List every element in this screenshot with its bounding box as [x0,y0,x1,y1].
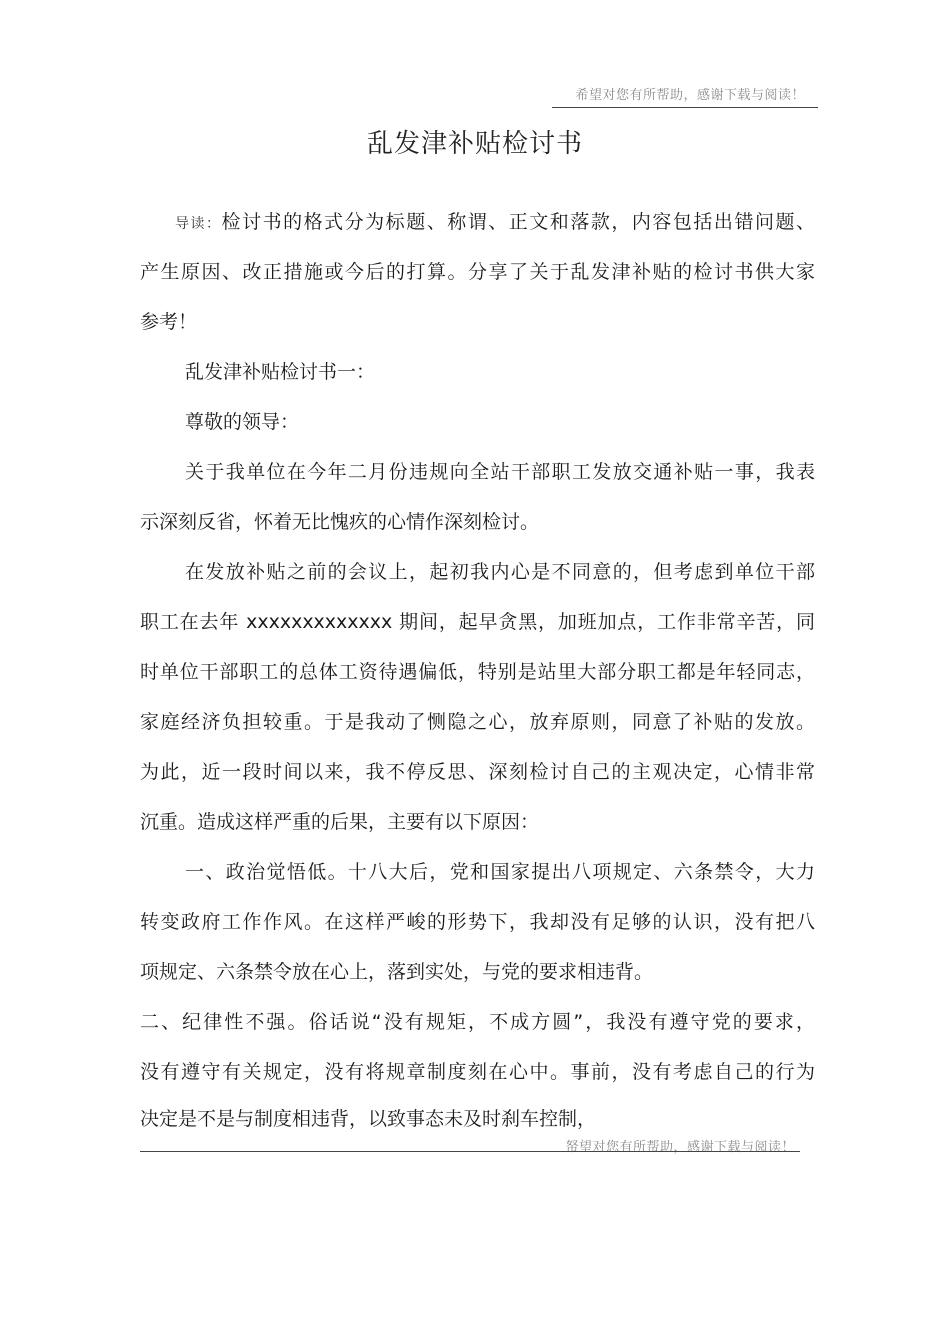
paragraph-line: 职工在去年 xxxxxxxxxxxxx 期间，起早贪黑，加班加点，工作非常辛苦，同 [140,611,815,633]
paragraph-line: 沉重。造成这样严重的后果，主要有以下原因： [140,811,540,833]
intro-label: 导读： [175,216,222,232]
paragraph-line: 决定是不是与制度相违背，以致事态未及时刹车控制， [140,1108,597,1130]
salutation: 尊敬的领导： [185,411,300,433]
intro-line-1 [175,209,815,237]
paragraph-line: 没有遵守有关规定，没有将规章制度刻在心中。事前，没有考虑自己的行为 [140,1061,815,1083]
paragraph-line: 为此，近一段时间以来，我不停反思、深刻检讨自己的主观决定，心情非常 [140,761,815,783]
footer-note: 帑望对您有所帮助，感谢下载与阅读！ [565,1140,795,1155]
section-heading: 乱发津补贴检讨书一： [185,361,376,383]
header-divider [552,107,818,108]
paragraph-line: 在发放补贴之前的会议上，起初我内心是不同意的，但考虑到单位干部 [185,561,815,583]
footer-divider [140,1151,800,1152]
intro-text: 检讨书的格式分为标题、称谓、正文和落款，内容包括出错问题、 [221,211,815,233]
paragraph-line: 关于我单位在今年二月份违规向全站干部职工发放交通补贴一事，我表 [185,461,815,483]
header-note: 希望对您有所帮助，感谢下载与阅读！ [575,88,805,103]
paragraph-line: 二、纪律性不强。俗话说“没有规矩，不成方圆”，我没有遵守党的要求， [140,1011,815,1033]
intro-line-3: 参考！ [140,311,198,333]
document-title: 乱发津补贴检讨书 [366,129,583,159]
paragraph-line: 转变政府工作作风。在这样严峻的形势下，我却没有足够的认识，没有把八 [140,911,815,933]
intro-line-2: 产生原因、改正措施或今后的打算。分享了关于乱发津补贴的检讨书供大家 [140,261,815,283]
paragraph-line: 时单位干部职工的总体工资待遇偏低，特别是站里大部分职工都是年轻同志， [140,661,815,683]
paragraph-line: 一、政治觉悟低。十八大后，党和国家提出八项规定、六条禁令，大力 [185,861,815,883]
paragraph-line: 示深刻反省，怀着无比愧疚的心情作深刻检讨。 [140,511,540,533]
paragraph-line: 家庭经济负担较重。于是我动了恻隐之心，放弃原则，同意了补贴的发放。 [140,711,815,733]
paragraph-line: 项规定、六条禁令放在心上，落到实处，与党的要求相违背。 [140,961,654,983]
